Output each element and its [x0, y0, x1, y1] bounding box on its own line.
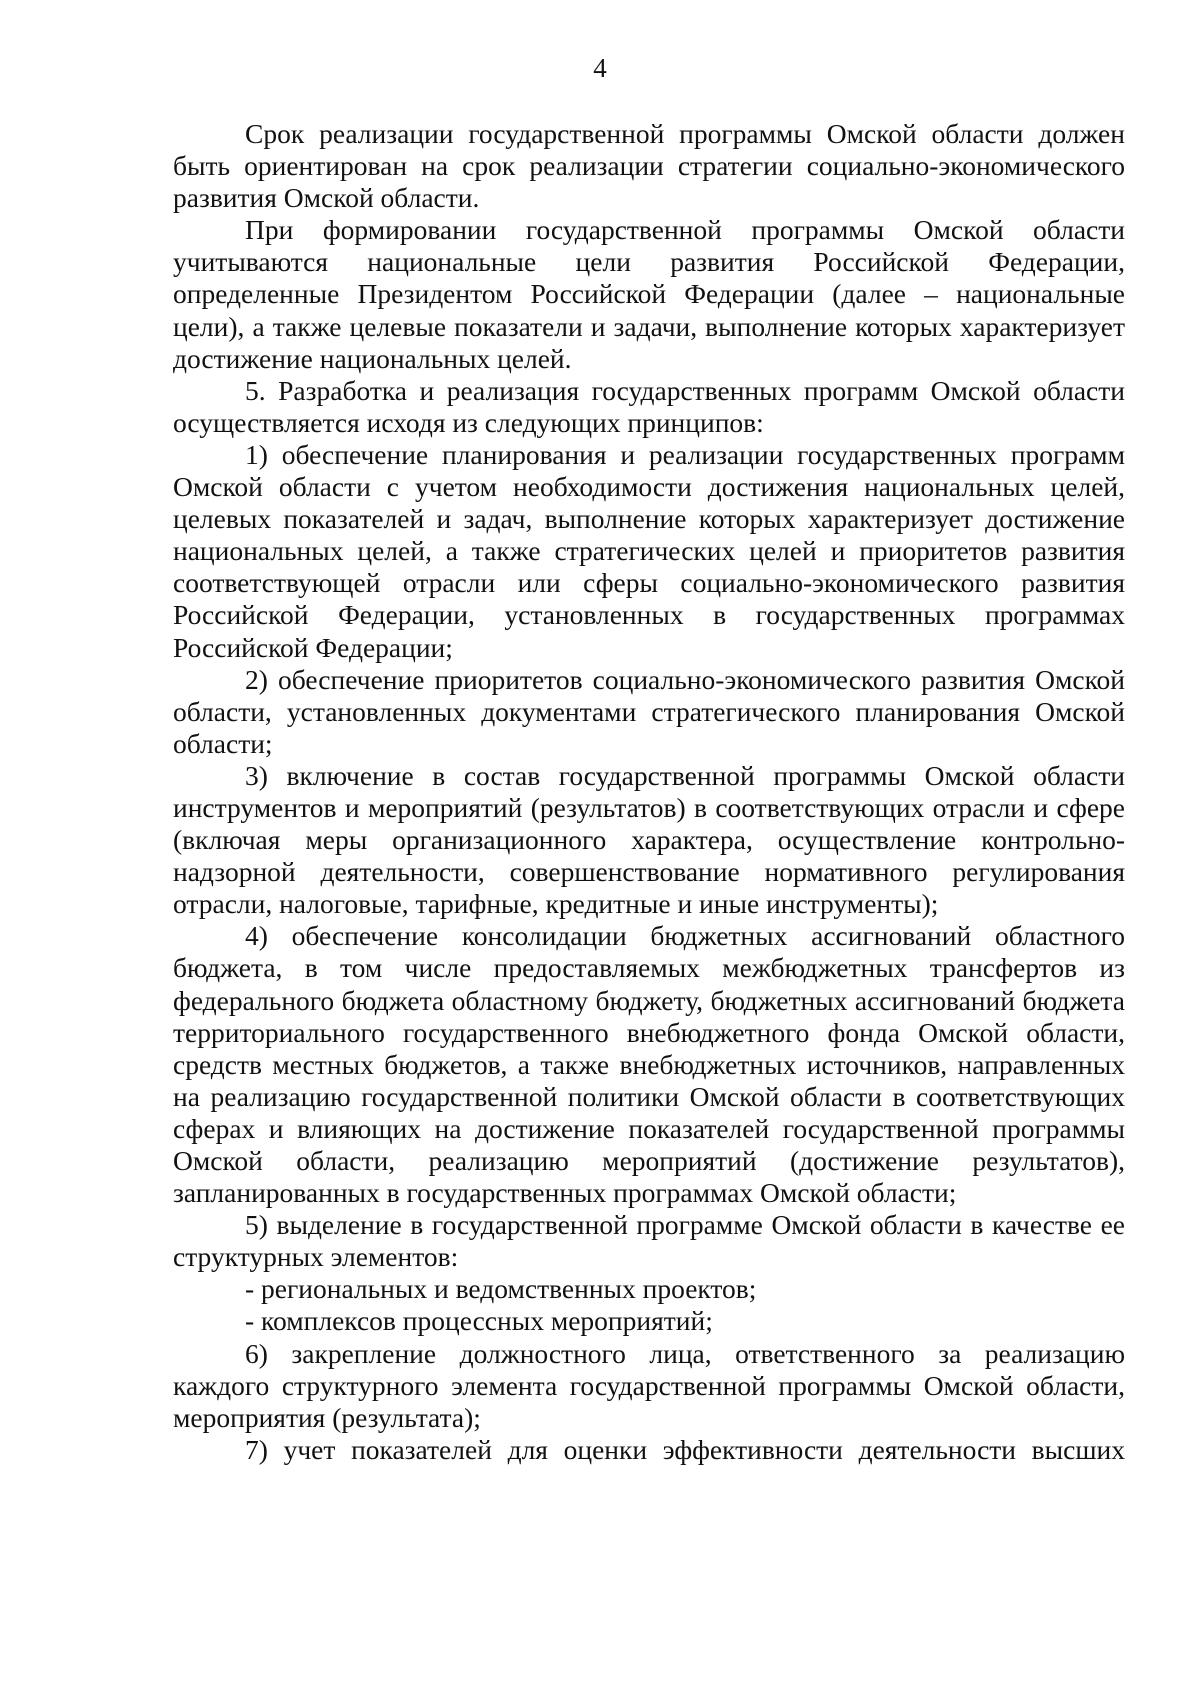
list-item-process-complexes: - комплексов процессных мероприятий; [245, 1305, 713, 1337]
paragraph-national-goals: При формировании государственной программы Омской области учитываются национальные цели развития Российской Федерации, определенные Президентом Российской Федерации (далее – национальные цели), а также целевые показатели и задачи, выполнение которых характеризует достижение национальных целей. [173, 214, 1125, 374]
paragraph-program-term: Срок реализации государственной программы Омской области должен быть ориентирован на срок реализации стратегии социально-экономического развития Омской области. [173, 118, 1125, 214]
paragraph-principle-1: 1) обеспечение планирования и реализации государственных программ Омской области с учетом необходимости достижения национальных целей, целевых показателей и задач, выполнение которых характеризует достижение национальных целей, а также стратегических целей и приоритетов развития соответствующей отрасли или сферы социально-экономического развития Российской Федерации, установленных в государственных программах Российской Федерации; [173, 438, 1125, 663]
paragraph-principle-6: 6) закрепление должностного лица, ответственного за реализацию каждого структурного элемента государственной программы Омской области, мероприятия (результата); [173, 1337, 1125, 1433]
paragraph-principle-3: 3) включение в состав государственной программы Омской области инструментов и мероприятий (результатов) в соответствующих отрасли и сфере (включая меры организационного характера, осуществление контрольно-надзорной деятельности, совершенствование нормативного регулирования отрасли, налоговые, тарифные, кредитные и иные инструменты); [173, 759, 1125, 920]
document-body [173, 118, 1125, 1466]
paragraph-section-5-intro: 5. Разработка и реализация государственных программ Омской области осуществляется исходя из следующих принципов: [173, 374, 1125, 438]
paragraph-principle-4: 4) обеспечение консолидации бюджетных ассигнований областного бюджета, в том числе предоставляемых межбюджетных трансфертов из федерального бюджета областному бюджету, бюджетных ассигнований бюджета территориального государственного внебюджетного фонда Омской области, средств местных бюджетов, а также внебюджетных источников, направленных на реализацию государственной политики Омской области в соответствующих сферах и влияющих на достижение показателей государственной программы Омской области, реализацию мероприятий (достижение результатов), запланированных в государственных программах Омской области; [173, 920, 1125, 1209]
paragraph-principle-5: 5) выделение в государственной программе Омской области в качестве ее структурных элементов: [173, 1209, 1125, 1273]
list-item-projects: - региональных и ведомственных проектов; [245, 1273, 757, 1305]
page-number: 4 [593, 53, 607, 83]
paragraph-principle-7: 7) учет показателей для оценки эффективности деятельности высших [245, 1433, 1125, 1465]
paragraph-principle-2: 2) обеспечение приоритетов социально-экономического развития Омской области, установленных документами стратегического планирования Омской области; [173, 663, 1125, 759]
